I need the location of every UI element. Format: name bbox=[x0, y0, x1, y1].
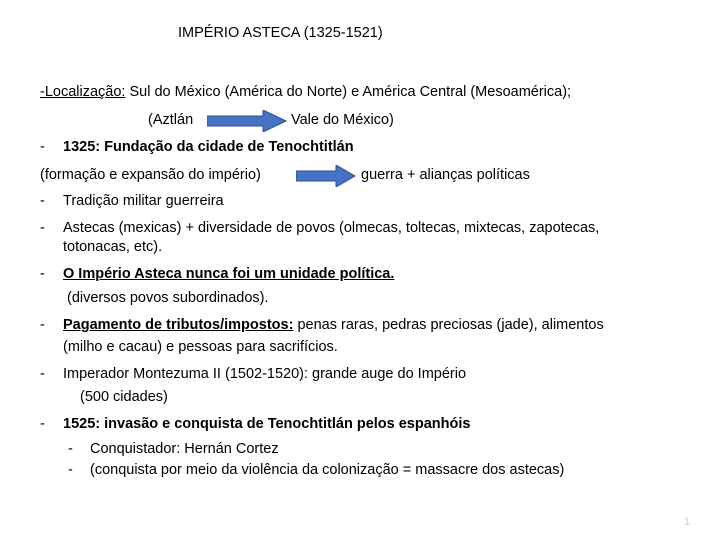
expansion-left: (formação e expansão do império) bbox=[40, 167, 261, 183]
item-montezuma-line1: Imperador Montezuma II (1502-1520): grande auge do Império bbox=[63, 366, 467, 382]
bullet-dash: - bbox=[40, 366, 45, 382]
item-conquest-sub1: Conquistador: Hernán Cortez bbox=[90, 441, 279, 457]
expansion-right: guerra + alianças políticas bbox=[361, 167, 530, 183]
item-political-unity-note: (diversos povos subordinados). bbox=[67, 290, 269, 306]
location-line bbox=[40, 83, 571, 101]
migration-from: (Aztlán bbox=[148, 112, 194, 128]
right-arrow-icon bbox=[207, 110, 287, 132]
page-number: 1 bbox=[683, 516, 690, 528]
sub-bullet-dash: - bbox=[68, 462, 73, 478]
item-montezuma-line2: (500 cidades) bbox=[80, 389, 168, 405]
item-tributes-line2: (milho e cacau) e pessoas para sacrifícios. bbox=[63, 339, 338, 355]
item-peoples-line1: Astecas (mexicas) + diversidade de povos (olmecas, toltecas, mixtecas, zapotecas, bbox=[63, 220, 600, 236]
bullet-dash: - bbox=[40, 193, 45, 209]
location-label: -Localização: bbox=[40, 84, 126, 100]
sub-bullet-dash: - bbox=[68, 441, 73, 457]
tributes-text: penas raras, pedras preciosas (jade), alimentos bbox=[293, 317, 604, 333]
bullet-dash: - bbox=[40, 139, 45, 155]
item-political-unity: O Império Asteca nunca foi um unidade política. bbox=[63, 266, 395, 282]
item-conquest-sub2: (conquista por meio da violência da colonização = massacre dos astecas) bbox=[90, 462, 565, 478]
migration-to: Vale do México) bbox=[291, 112, 394, 128]
item-military: Tradição militar guerreira bbox=[63, 193, 224, 209]
item-tributes-line1 bbox=[63, 316, 604, 334]
right-arrow-icon bbox=[296, 165, 356, 187]
page-title: IMPÉRIO ASTECA (1325-1521) bbox=[178, 25, 383, 41]
item-founding: 1325: Fundação da cidade de Tenochtitlán bbox=[63, 139, 354, 155]
bullet-dash: - bbox=[40, 416, 45, 432]
item-conquest: 1525: invasão e conquista de Tenochtitlán pelos espanhóis bbox=[63, 416, 471, 432]
location-text: Sul do México (América do Norte) e América Central (Mesoamérica); bbox=[125, 84, 572, 100]
item-peoples-line2: totonacas, etc). bbox=[63, 239, 163, 255]
bullet-dash: - bbox=[40, 317, 45, 333]
tributes-label: Pagamento de tributos/impostos: bbox=[63, 317, 294, 333]
bullet-dash: - bbox=[40, 266, 45, 282]
bullet-dash: - bbox=[40, 220, 45, 236]
